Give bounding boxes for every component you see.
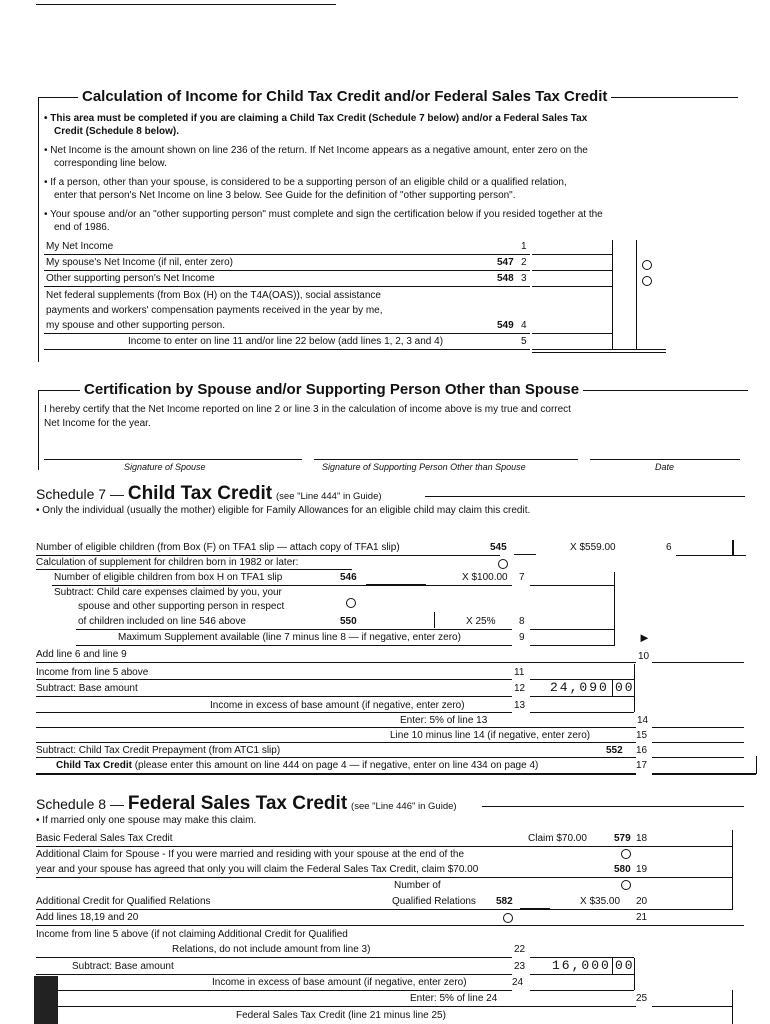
code-552: 552	[606, 745, 623, 756]
line-12-label: Subtract: Base amount	[36, 683, 138, 694]
cert-title: Certification by Spouse and/or Supporting Person Other than Spouse	[80, 381, 583, 399]
line-6-count-field[interactable]	[514, 554, 536, 555]
line-19-field[interactable]	[652, 877, 732, 878]
circle-marker-icon	[503, 913, 513, 923]
line-24-field[interactable]	[530, 990, 634, 991]
circle-marker-icon	[498, 559, 508, 569]
cert-text-1: I hereby certify that the Net Income reported on line 2 or line 3 in the calculation of income above is my true and correct	[44, 404, 571, 415]
calc-bullet-1b: Credit (Schedule 8 below).	[54, 126, 180, 137]
line-18-field[interactable]	[652, 846, 732, 847]
line-17-label: Child Tax Credit (please enter this amount on line 444 on page 4 — if negative, enter on line 434 on page 4)	[56, 760, 539, 771]
line-17-field[interactable]	[652, 773, 756, 775]
code-550: 550	[340, 616, 357, 627]
base-amount-cents: 00	[615, 680, 635, 695]
calc-line-5-field[interactable]	[532, 349, 666, 350]
line-25-field[interactable]	[652, 1006, 732, 1007]
calc-line-1-label: My Net Income	[46, 241, 114, 252]
code-545: 545	[490, 542, 507, 553]
calc-line-4-label-b: payments and workers' compensation payments received in the year by me,	[46, 305, 383, 316]
circle-marker-icon	[642, 260, 652, 270]
line-25-label: Enter: 5% of line 24	[410, 993, 498, 1004]
code-582: 582	[496, 896, 513, 907]
line-14-label: Enter: 5% of line 13	[400, 715, 488, 726]
calc-line-2-field[interactable]	[532, 270, 612, 271]
line-8-label-a: Subtract: Child care expenses claimed by you, your	[54, 587, 282, 598]
line-14-field[interactable]	[652, 727, 744, 728]
line-8-label-c: of children included on line 546 above	[78, 616, 246, 627]
line-16-label: Subtract: Child Tax Credit Prepayment (from ATC1 slip)	[36, 745, 281, 756]
calc-line-1-field[interactable]	[532, 254, 612, 255]
calc-bullet-3b: enter that person's Net Income on line 3 below. See Guide for the definition of "other supporting person".	[54, 190, 516, 201]
line-19-label-b: year and your spouse has agreed that only you will claim the Federal Sales Tax Credit, claim $70.00	[36, 864, 479, 875]
calc-line-5-label: Income to enter on line 11 and/or line 22 below (add lines 1, 2, 3 and 4)	[128, 336, 444, 347]
calc-line-3-field[interactable]	[532, 286, 612, 287]
line-7-label: Number of eligible children from box H on TFA1 slip	[54, 572, 283, 583]
line-24-label: Income in excess of base amount (if negative, enter zero)	[212, 977, 467, 988]
calc-bullet-1: • This area must be completed if you are claiming a Child Tax Credit (Schedule 7 below) and/or a Federal Sales Tax	[44, 113, 588, 124]
arrow-right-icon: ►	[638, 630, 651, 645]
code-549: 549	[497, 320, 514, 331]
line-10-field[interactable]	[652, 662, 744, 663]
calc-line-4-label-c: my spouse and other supporting person.	[46, 320, 225, 331]
calc-line-1-num: 1	[521, 241, 527, 252]
base-amount-24090: 24,090	[550, 680, 609, 695]
date-field[interactable]	[590, 459, 740, 460]
top-rule	[36, 4, 336, 5]
line-26-label: Federal Sales Tax Credit (line 21 minus line 25)	[236, 1010, 446, 1021]
code-546: 546	[340, 572, 357, 583]
line-21-label: Add lines 18,19 and 20	[36, 912, 139, 923]
line-15-field[interactable]	[652, 742, 744, 743]
circle-marker-icon	[346, 598, 356, 608]
cert-text-2: Net Income for the year.	[44, 418, 151, 429]
code-548: 548	[497, 273, 514, 284]
schedule-8-note: • If married only one spouse may make this claim.	[36, 815, 257, 826]
calc-line-4-label-a: Net federal supplements (from Box (H) on the T4A(OAS)), social assistance	[46, 290, 381, 301]
circle-marker-icon	[621, 880, 631, 890]
code-580: 580	[614, 864, 631, 875]
calc-bullet-2b: corresponding line below.	[54, 158, 167, 169]
line-9-label: Maximum Supplement available (line 7 minus line 8 — if negative, enter zero)	[118, 632, 461, 643]
calc-bullet-2: • Net Income is the amount shown on line 236 of the return. If Net Income appears as a negative amount, enter zero on the	[44, 145, 588, 156]
calc-line-4-field[interactable]	[532, 333, 612, 334]
supplement-heading: Calculation of supplement for children born in 1982 or later:	[36, 557, 299, 568]
line-23-label: Subtract: Base amount	[72, 961, 174, 972]
line-11-label: Income from line 5 above	[36, 667, 149, 678]
sig-spouse-label: Signature of Spouse	[124, 462, 206, 472]
line-6-label: Number of eligible children (from Box (F) on TFA1 slip — attach copy of TFA1 slip)	[36, 542, 400, 553]
calc-line-3-label: Other supporting person's Net Income	[46, 273, 215, 284]
code-547: 547	[497, 257, 514, 268]
schedule-7-title: Schedule 7 — Child Tax Credit (see "Line 444" in Guide)	[36, 483, 382, 504]
line-10-label: Add line 6 and line 9	[36, 649, 127, 660]
calc-bullet-4: • Your spouse and/or an "other supporting person" must complete and sign the certification below if you resided together at the	[44, 209, 603, 220]
line-9-field[interactable]	[530, 645, 614, 646]
line-16-field[interactable]	[652, 757, 744, 758]
schedule-7-note: • Only the individual (usually the mother) eligible for Family Allowances for an eligible child may claim this credit.	[36, 505, 531, 516]
spouse-signature-field[interactable]	[44, 459, 302, 460]
sig-other-label: Signature of Supporting Person Other than Spouse	[322, 462, 526, 472]
line-13-field[interactable]	[530, 712, 634, 713]
other-signature-field[interactable]	[314, 459, 578, 460]
date-label: Date	[655, 462, 675, 472]
line-13-label: Income in excess of base amount (if negative, enter zero)	[210, 700, 465, 711]
line-8-field[interactable]	[530, 629, 614, 630]
line-19-label-a: Additional Claim for Spouse - If you were married and residing with your spouse at the end of the	[36, 849, 465, 860]
base-amount-16000: 16,000	[552, 958, 611, 973]
circle-marker-icon	[621, 849, 631, 859]
calc-bullet-3: • If a person, other than your spouse, is considered to be a supporting person of an eligible child or a qualified relation,	[44, 177, 567, 188]
line-22-label-a: Income from line 5 above (if not claiming Additional Credit for Qualified	[36, 929, 348, 940]
calc-title: Calculation of Income for Child Tax Credit and/or Federal Sales Tax Credit	[78, 88, 611, 106]
line-8-label-b: spouse and other supporting person in respect	[78, 601, 285, 612]
line-7-field[interactable]	[530, 585, 614, 586]
line-18-label: Basic Federal Sales Tax Credit	[36, 833, 173, 844]
scan-artifact-block	[34, 976, 58, 1024]
line-22-label-b: Relations, do not include amount from line 3)	[172, 944, 371, 955]
code-579: 579	[614, 833, 631, 844]
line-21-field[interactable]	[652, 925, 744, 926]
calc-line-2-label: My spouse's Net Income (if nil, enter zero)	[46, 257, 233, 268]
circle-marker-icon	[642, 276, 652, 286]
line-20-field[interactable]	[652, 909, 732, 910]
base-amount-cents-2: 00	[615, 958, 635, 973]
line-20-label: Additional Credit for Qualified Relations	[36, 896, 211, 907]
line-6-field[interactable]	[676, 555, 746, 556]
line-15-label: Line 10 minus line 14 (if negative, enter zero)	[390, 730, 591, 741]
schedule-8-title: Schedule 8 — Federal Sales Tax Credit (see "Line 446" in Guide)	[36, 793, 457, 814]
calc-bullet-4b: end of 1986.	[54, 222, 110, 233]
